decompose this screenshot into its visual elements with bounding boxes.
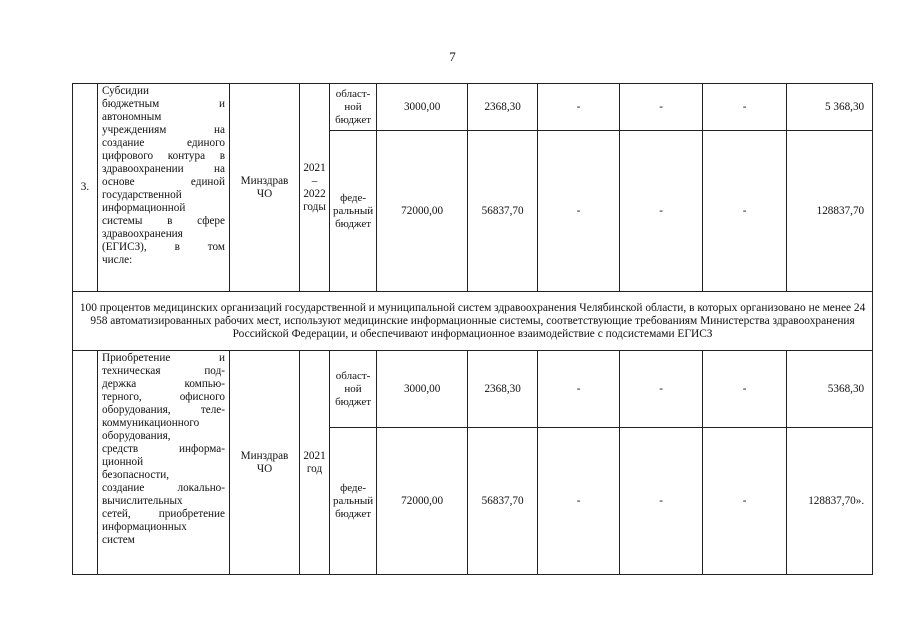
row-period: 2021 год bbox=[300, 351, 330, 575]
value-cell: - bbox=[538, 351, 620, 428]
row-description: Приобретение и техническая под- держка компью- терного, офисного оборудования, теле- коммуникационного оборудования, средств информа- ционной безопасности, создание локально- вычислительных сетей, приобретение информационных систем bbox=[98, 351, 230, 575]
value-cell: 56837,70 bbox=[468, 131, 538, 292]
value-cell: 2368,30 bbox=[468, 351, 538, 428]
budget-source: феде-ральный бюджет bbox=[330, 428, 377, 575]
value-cell: - bbox=[620, 428, 703, 575]
value-cell: - bbox=[620, 84, 703, 131]
value-cell: - bbox=[703, 428, 787, 575]
value-cell: - bbox=[538, 84, 620, 131]
value-cell: 3000,00 bbox=[377, 351, 468, 428]
value-cell: - bbox=[538, 131, 620, 292]
page-number: 7 bbox=[449, 49, 456, 64]
row-executor: Минздрав ЧО bbox=[230, 351, 300, 575]
value-cell: - bbox=[620, 351, 703, 428]
total-cell: 5 368,30 bbox=[787, 84, 873, 131]
value-cell: 72000,00 bbox=[377, 428, 468, 575]
budget-source: област-ной бюджет bbox=[330, 84, 377, 131]
value-cell: - bbox=[703, 84, 787, 131]
total-cell: 5368,30 bbox=[787, 351, 873, 428]
budget-table bbox=[72, 83, 873, 575]
row-executor: Минздрав ЧО bbox=[230, 84, 300, 292]
row-index: 3. bbox=[73, 84, 98, 292]
value-cell: - bbox=[620, 131, 703, 292]
table-row bbox=[73, 84, 873, 131]
result-note: 100 процентов медицинских организаций государственной и муниципальной систем здравоохранения Челябинской области, в которых организовано не менее 24 958 автоматизированных рабочих мест, используют медицинские информационные системы, соответствующие требованиям Министерства здравоохранения Российской Федерации, и обеспечивают информационное взаимодействие с подсистемами ЕГИСЗ bbox=[73, 292, 873, 351]
budget-source: област-ной бюджет bbox=[330, 351, 377, 428]
row-index bbox=[73, 351, 98, 575]
value-cell: 72000,00 bbox=[377, 131, 468, 292]
value-cell: 56837,70 bbox=[468, 428, 538, 575]
value-cell: - bbox=[703, 351, 787, 428]
budget-source: феде-ральный бюджет bbox=[330, 131, 377, 292]
total-cell: 128837,70». bbox=[787, 428, 873, 575]
value-cell: 2368,30 bbox=[468, 84, 538, 131]
value-cell: 3000,00 bbox=[377, 84, 468, 131]
value-cell: - bbox=[538, 428, 620, 575]
total-cell: 128837,70 bbox=[787, 131, 873, 292]
table-row bbox=[73, 351, 873, 428]
value-cell: - bbox=[703, 131, 787, 292]
row-description: Субсидии бюджетным и автономным учреждениям на создание единого цифрового контура в здравоохранении на основе единой государственной информационной системы в сфере здравоохранения (ЕГИСЗ), в том числе: bbox=[98, 84, 230, 292]
row-period: 2021 – 2022 годы bbox=[300, 84, 330, 292]
table-row bbox=[73, 292, 873, 351]
